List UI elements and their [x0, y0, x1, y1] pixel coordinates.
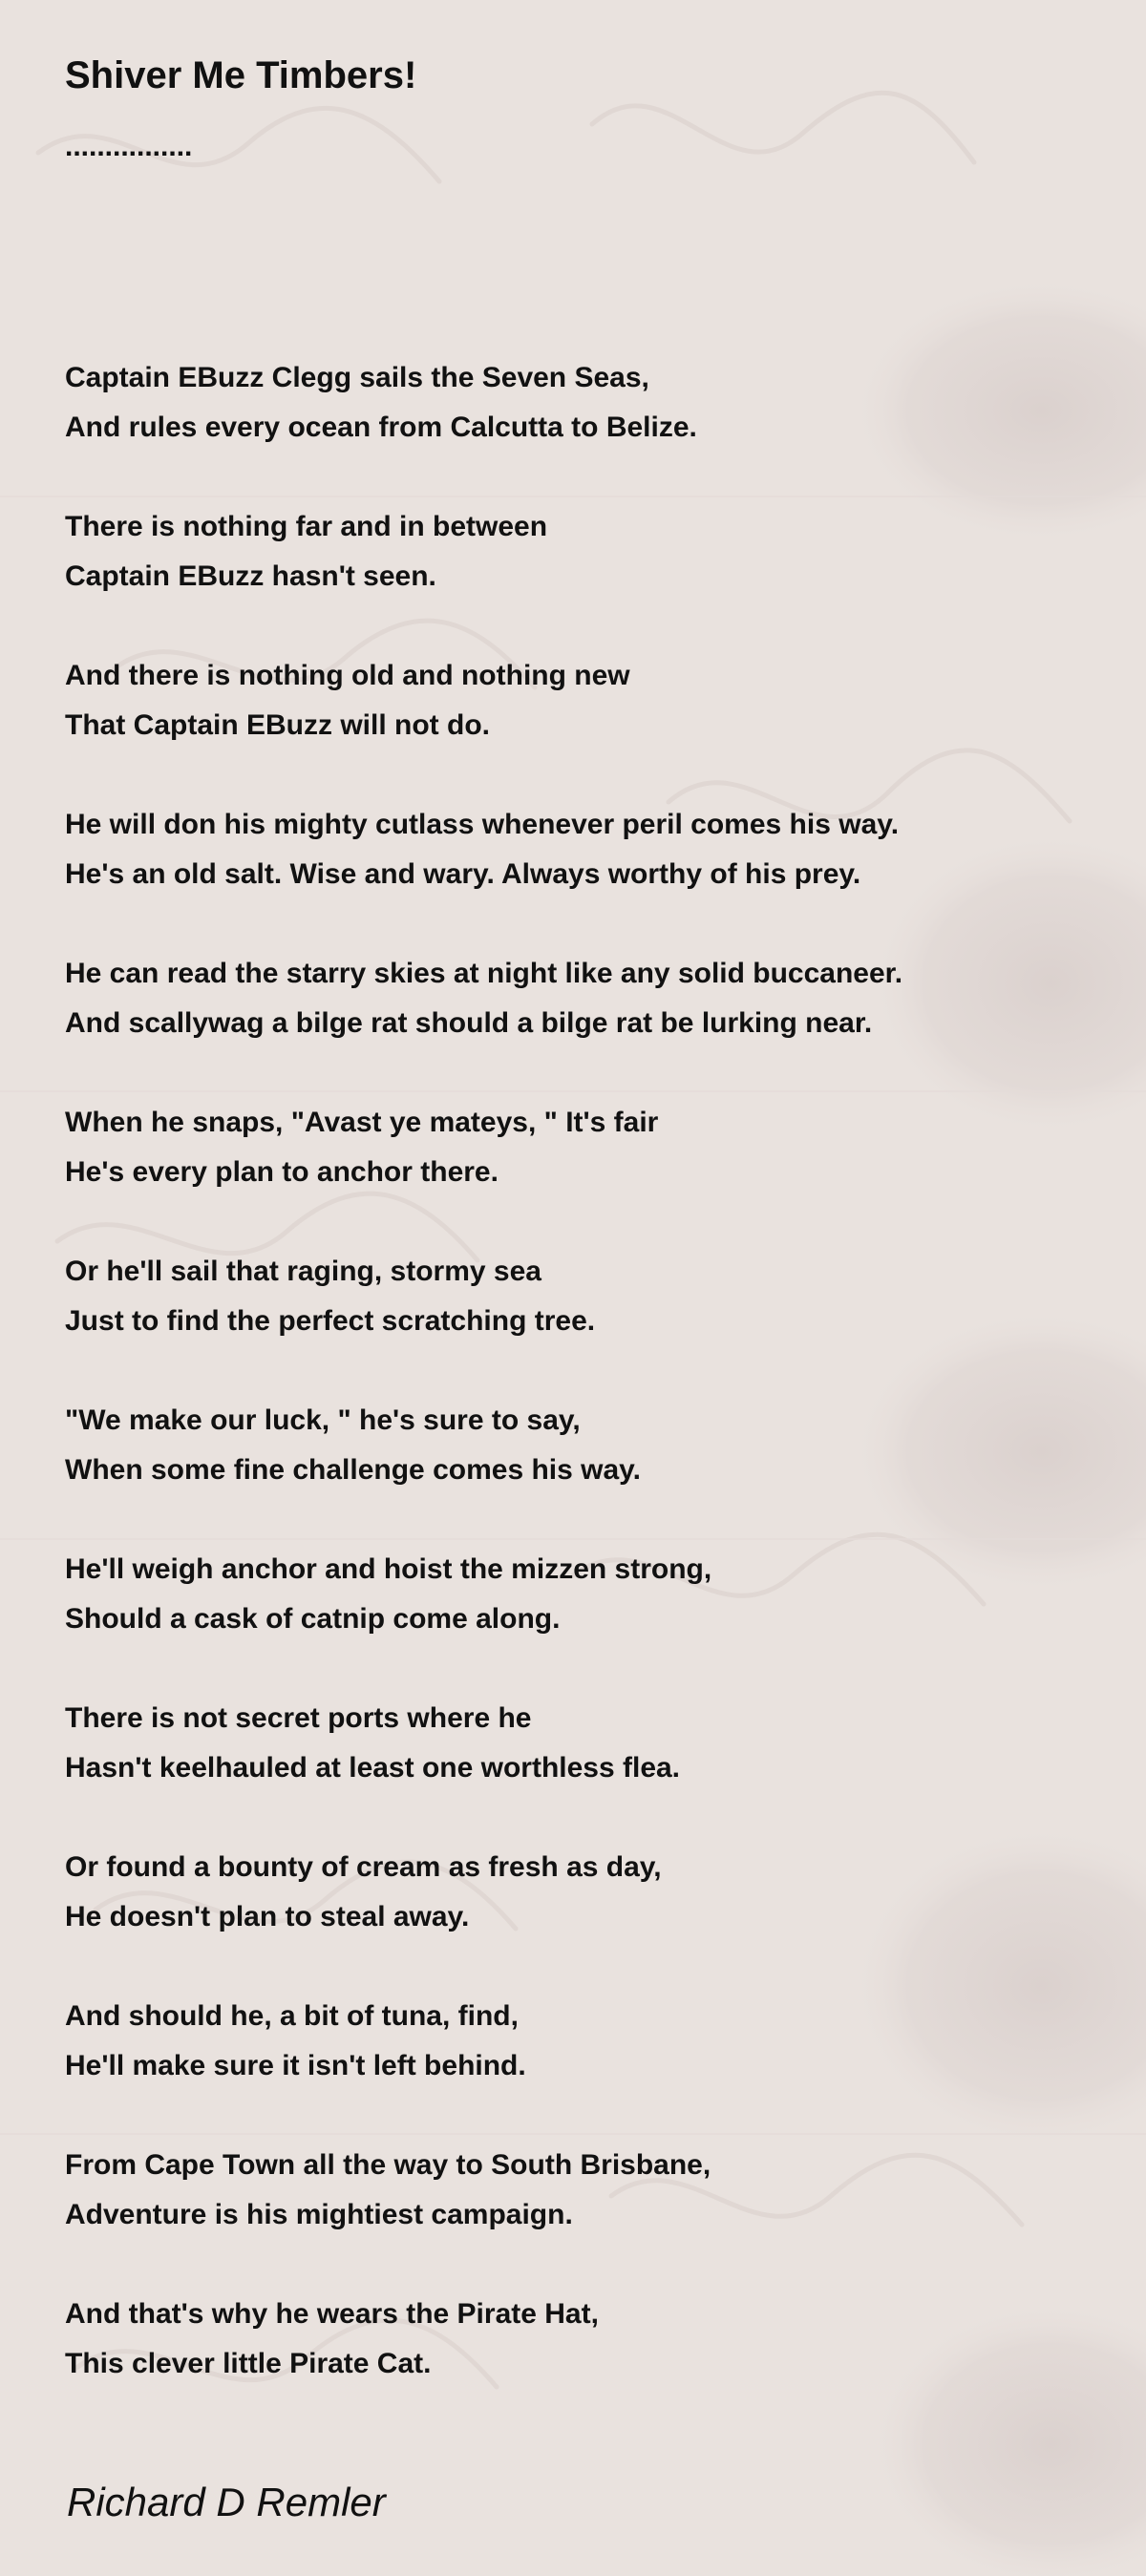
- stanza: [65, 502, 1096, 602]
- poem-line: He'll weigh anchor and hoist the mizzen strong,: [65, 1553, 712, 1585]
- stanza: [65, 1843, 1096, 1942]
- poem-line: He can read the starry skies at night like any solid buccaneer.: [65, 958, 903, 989]
- poem-line: That Captain EBuzz will not do.: [65, 709, 490, 741]
- stanza: [65, 353, 1096, 453]
- poem-line: Adventure is his mightiest campaign.: [65, 2199, 573, 2230]
- poem-line: Or found a bounty of cream as fresh as day,: [65, 1851, 662, 1883]
- poem-body: [65, 353, 1096, 2389]
- stanza: [65, 2141, 1096, 2240]
- stanza: [65, 2290, 1096, 2389]
- poem-container: [65, 48, 1096, 2439]
- poem-line: This clever little Pirate Cat.: [65, 2348, 432, 2379]
- stanza: [65, 1545, 1096, 1644]
- poem-line: Or he'll sail that raging, stormy sea: [65, 1256, 541, 1287]
- stanza: [65, 1992, 1096, 2091]
- poem-line: He's every plan to anchor there.: [65, 1156, 499, 1188]
- poem-line: Captain EBuzz hasn't seen.: [65, 560, 436, 592]
- poem-line: He will don his mighty cutlass whenever peril comes his way.: [65, 809, 900, 840]
- poem-line: When some fine challenge comes his way.: [65, 1454, 641, 1486]
- poem-author: Richard D Remler: [67, 2480, 386, 2524]
- poem-line: And rules every ocean from Calcutta to Belize.: [65, 412, 697, 443]
- poem-line: He doesn't plan to steal away.: [65, 1901, 470, 1932]
- stanza: [65, 651, 1096, 750]
- poem-line: And scallywag a bilge rat should a bilge rat be lurking near.: [65, 1007, 873, 1039]
- poem-line: And should he, a bit of tuna, find,: [65, 2000, 519, 2032]
- poem-line: Just to find the perfect scratching tree.: [65, 1305, 596, 1337]
- poem-line: Captain EBuzz Clegg sails the Seven Seas,: [65, 362, 649, 393]
- poem-line: And there is nothing old and nothing new: [65, 660, 630, 691]
- poem-line: He's an old salt. Wise and wary. Always worthy of his prey.: [65, 858, 861, 890]
- stanza: [65, 1247, 1096, 1346]
- stanza: [65, 1396, 1096, 1495]
- stanza: [65, 1098, 1096, 1197]
- poem-subtitle: ................: [65, 131, 193, 162]
- poem-line: Should a cask of catnip come along.: [65, 1603, 561, 1635]
- stanza: [65, 1694, 1096, 1793]
- poem-line: He'll make sure it isn't left behind.: [65, 2050, 526, 2081]
- poem-line: And that's why he wears the Pirate Hat,: [65, 2298, 599, 2330]
- poem-line: When he snaps, "Avast ye mateys, " It's fair: [65, 1107, 659, 1138]
- poem-line: "We make our luck, " he's sure to say,: [65, 1404, 581, 1436]
- poem-line: From Cape Town all the way to South Brisbane,: [65, 2149, 711, 2181]
- stanza: [65, 949, 1096, 1048]
- poem-line: Hasn't keelhauled at least one worthless flea.: [65, 1752, 681, 1784]
- stanza: [65, 800, 1096, 899]
- poem-line: There is not secret ports where he: [65, 1702, 532, 1734]
- poem-title: Shiver Me Timbers!: [65, 54, 417, 96]
- poem-line: There is nothing far and in between: [65, 511, 548, 542]
